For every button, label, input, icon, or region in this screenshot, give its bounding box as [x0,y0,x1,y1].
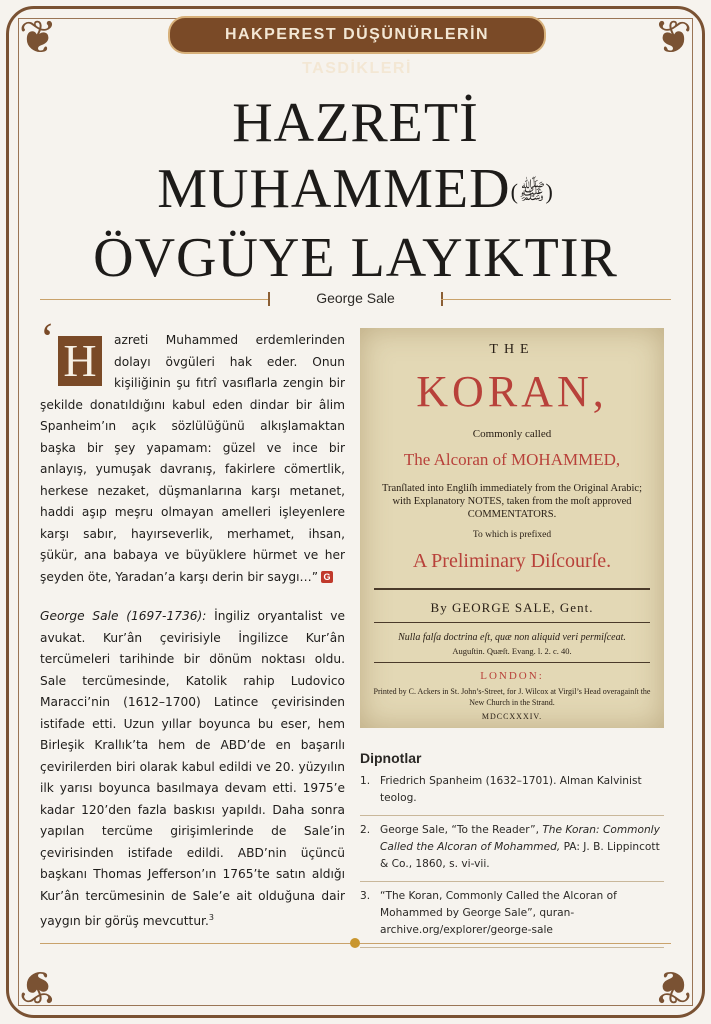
end-mark-icon: G [321,571,333,583]
footnote-text: “The Koran, Commonly Called the Alcoran of Mohammed by George Sale”, quran-archive.org/explorer/george-sale [380,890,617,936]
corner-ornament-icon: ❦ [18,12,58,63]
salawat-mark: (ﷺ) [510,179,554,204]
book-rule [374,588,650,590]
book-rule [374,662,650,663]
footnote-divider [360,815,664,816]
book-the: THE [489,342,535,357]
author-byline: George Sale [316,290,395,306]
title-line-2 [40,156,671,225]
footnote-item [360,773,664,807]
book-london: LONDON: [480,670,544,682]
title-line-1: HAZRETİ [232,92,479,154]
quote-paragraph [40,314,345,588]
footnote-number: 1. [360,775,371,787]
footnote-number: 2. [360,824,371,836]
bio-paragraph [40,606,345,933]
title-line-3: ÖVGÜYE LAYIKTIR [93,227,618,289]
corner-ornament-icon: ❦ [653,961,693,1012]
footnote-item [360,888,664,939]
book-printed: Printed by C. Ackers in St. John’s-Street, for J. Wilcox at Virgil’s Head overagainſt the New Church in the Strand. [373,687,651,707]
footnotes-heading: Dipnotlar [360,750,422,766]
footnote-number: 3. [360,890,371,902]
footnote-text: PA: J. B. Lippincott & Co., 1860, s. vi-vii. [380,841,660,870]
footnote-divider [360,881,664,882]
book-author: By GEORGE SALE, Gent. [430,600,594,615]
title-name: MUHAMMED [157,158,511,220]
byline-row [40,290,671,310]
footnote-text: Friedrich Spanheim (1632–1701). Alman Kalvinist teolog. [380,775,642,804]
footnote-text: George Sale, “To the Reader”, [380,824,543,836]
book-year: MDCCXXXIV. [481,712,543,721]
bio-text: İngiliz oryantalist ve avukat. Kur’ân çevirisiyle İngilizce Kur’ân tercümeleri tarihinde bir dönüm noktası oldu. Sale tercümesinde, Katolik rahip Ludovico Maracci’nin (1612–1700) Latince çevirisinden istifade etti. Uzun yıllar boyunca bu eser, hem Birleşik Krallık’ta hem de ABD’de en başarılı çevirilerden biri olarak kabul edildi ve 20. yüzyılın ilk yarısı boyunca basılmaya devam etti. 1975’e kadar 120’den fazla baskısı yapıldı. Daha sonra yapılan tercüme girişimlerinde de Sale’in çevirisinden istifade edildi. ABD’nin üçüncü başkanı Thomas Jefferson’ın 1765’te satın aldığı Kur’ân tercümesinin de Sale’e ait olduğuna dair yaygın bir görüş mevcuttur. [40,609,345,929]
section-banner: HAKPEREST DÜŞÜNÜRLERİN TASDİKLERİ [168,16,546,54]
main-text-column [40,314,345,933]
drop-cap [40,314,106,390]
book-latin: Nulla falſa doctrina eſt, quæ non aliquid veri permiſceat. [398,632,626,643]
byline-rule-right [441,299,671,300]
article-title [40,90,671,291]
quote-text: azreti Muhammed erdemlerinden dolayı övgüleri hak eder. Onun kişiliğinin şu fıtrî vasıflarla zengin bir şekilde donatıldığını kabul eden dindar bir âlim Spanheim’ın açık sözlülüğünü alkışlamaktan başka bir şey yapamam: güzel ve ince bir anlayış, yumuşak davranış, fakirlere cömertlik, herkese nezaket, düşmanlarına karşı metanet, haddi aşıp meşru olmayan amelleri işleyenlere karşı sabır, hayırseverlik, merhamet, ihsan, şükür, ana babaya ve büyüklere hürmet ve her şeyden öte, Yaradan’a karşı derin bir saygı…” [40,333,345,584]
corner-ornament-icon: ❦ [18,961,58,1012]
drop-cap-letter: H [58,336,102,386]
footnote-title: The Koran: Commonly Called the Alcoran of Mohammed, [380,824,660,853]
book-title-page-image [360,328,664,728]
book-prelim: A Preliminary Diſcourſe. [412,550,612,572]
bio-name: George Sale (1697-1736): [40,609,207,623]
footnote-ref: 3 [208,913,214,922]
bottom-ornament-dot [350,938,360,948]
book-august: Auguſtin. Quæſt. Evang. l. 2. c. 40. [452,646,572,656]
footnotes [360,750,664,948]
book-translated: Tranſlated into Engliſh immediately from the Original Arabic; with Explanatory NOTES, taken from the moſt approved COMMENTATORS. [381,483,643,520]
bottom-rule [40,936,671,950]
book-prefixed: To which is prefixed [472,530,552,540]
quote-mark: ‘ [40,314,55,363]
footnote-item [360,822,664,873]
book-rule [374,622,650,623]
book-commonly: Commonly called [472,428,552,440]
book-koran: KORAN, [416,367,608,416]
book-alcoran: The Alcoran of MOHAMMED, [403,450,621,469]
corner-ornament-icon: ❦ [653,12,693,63]
